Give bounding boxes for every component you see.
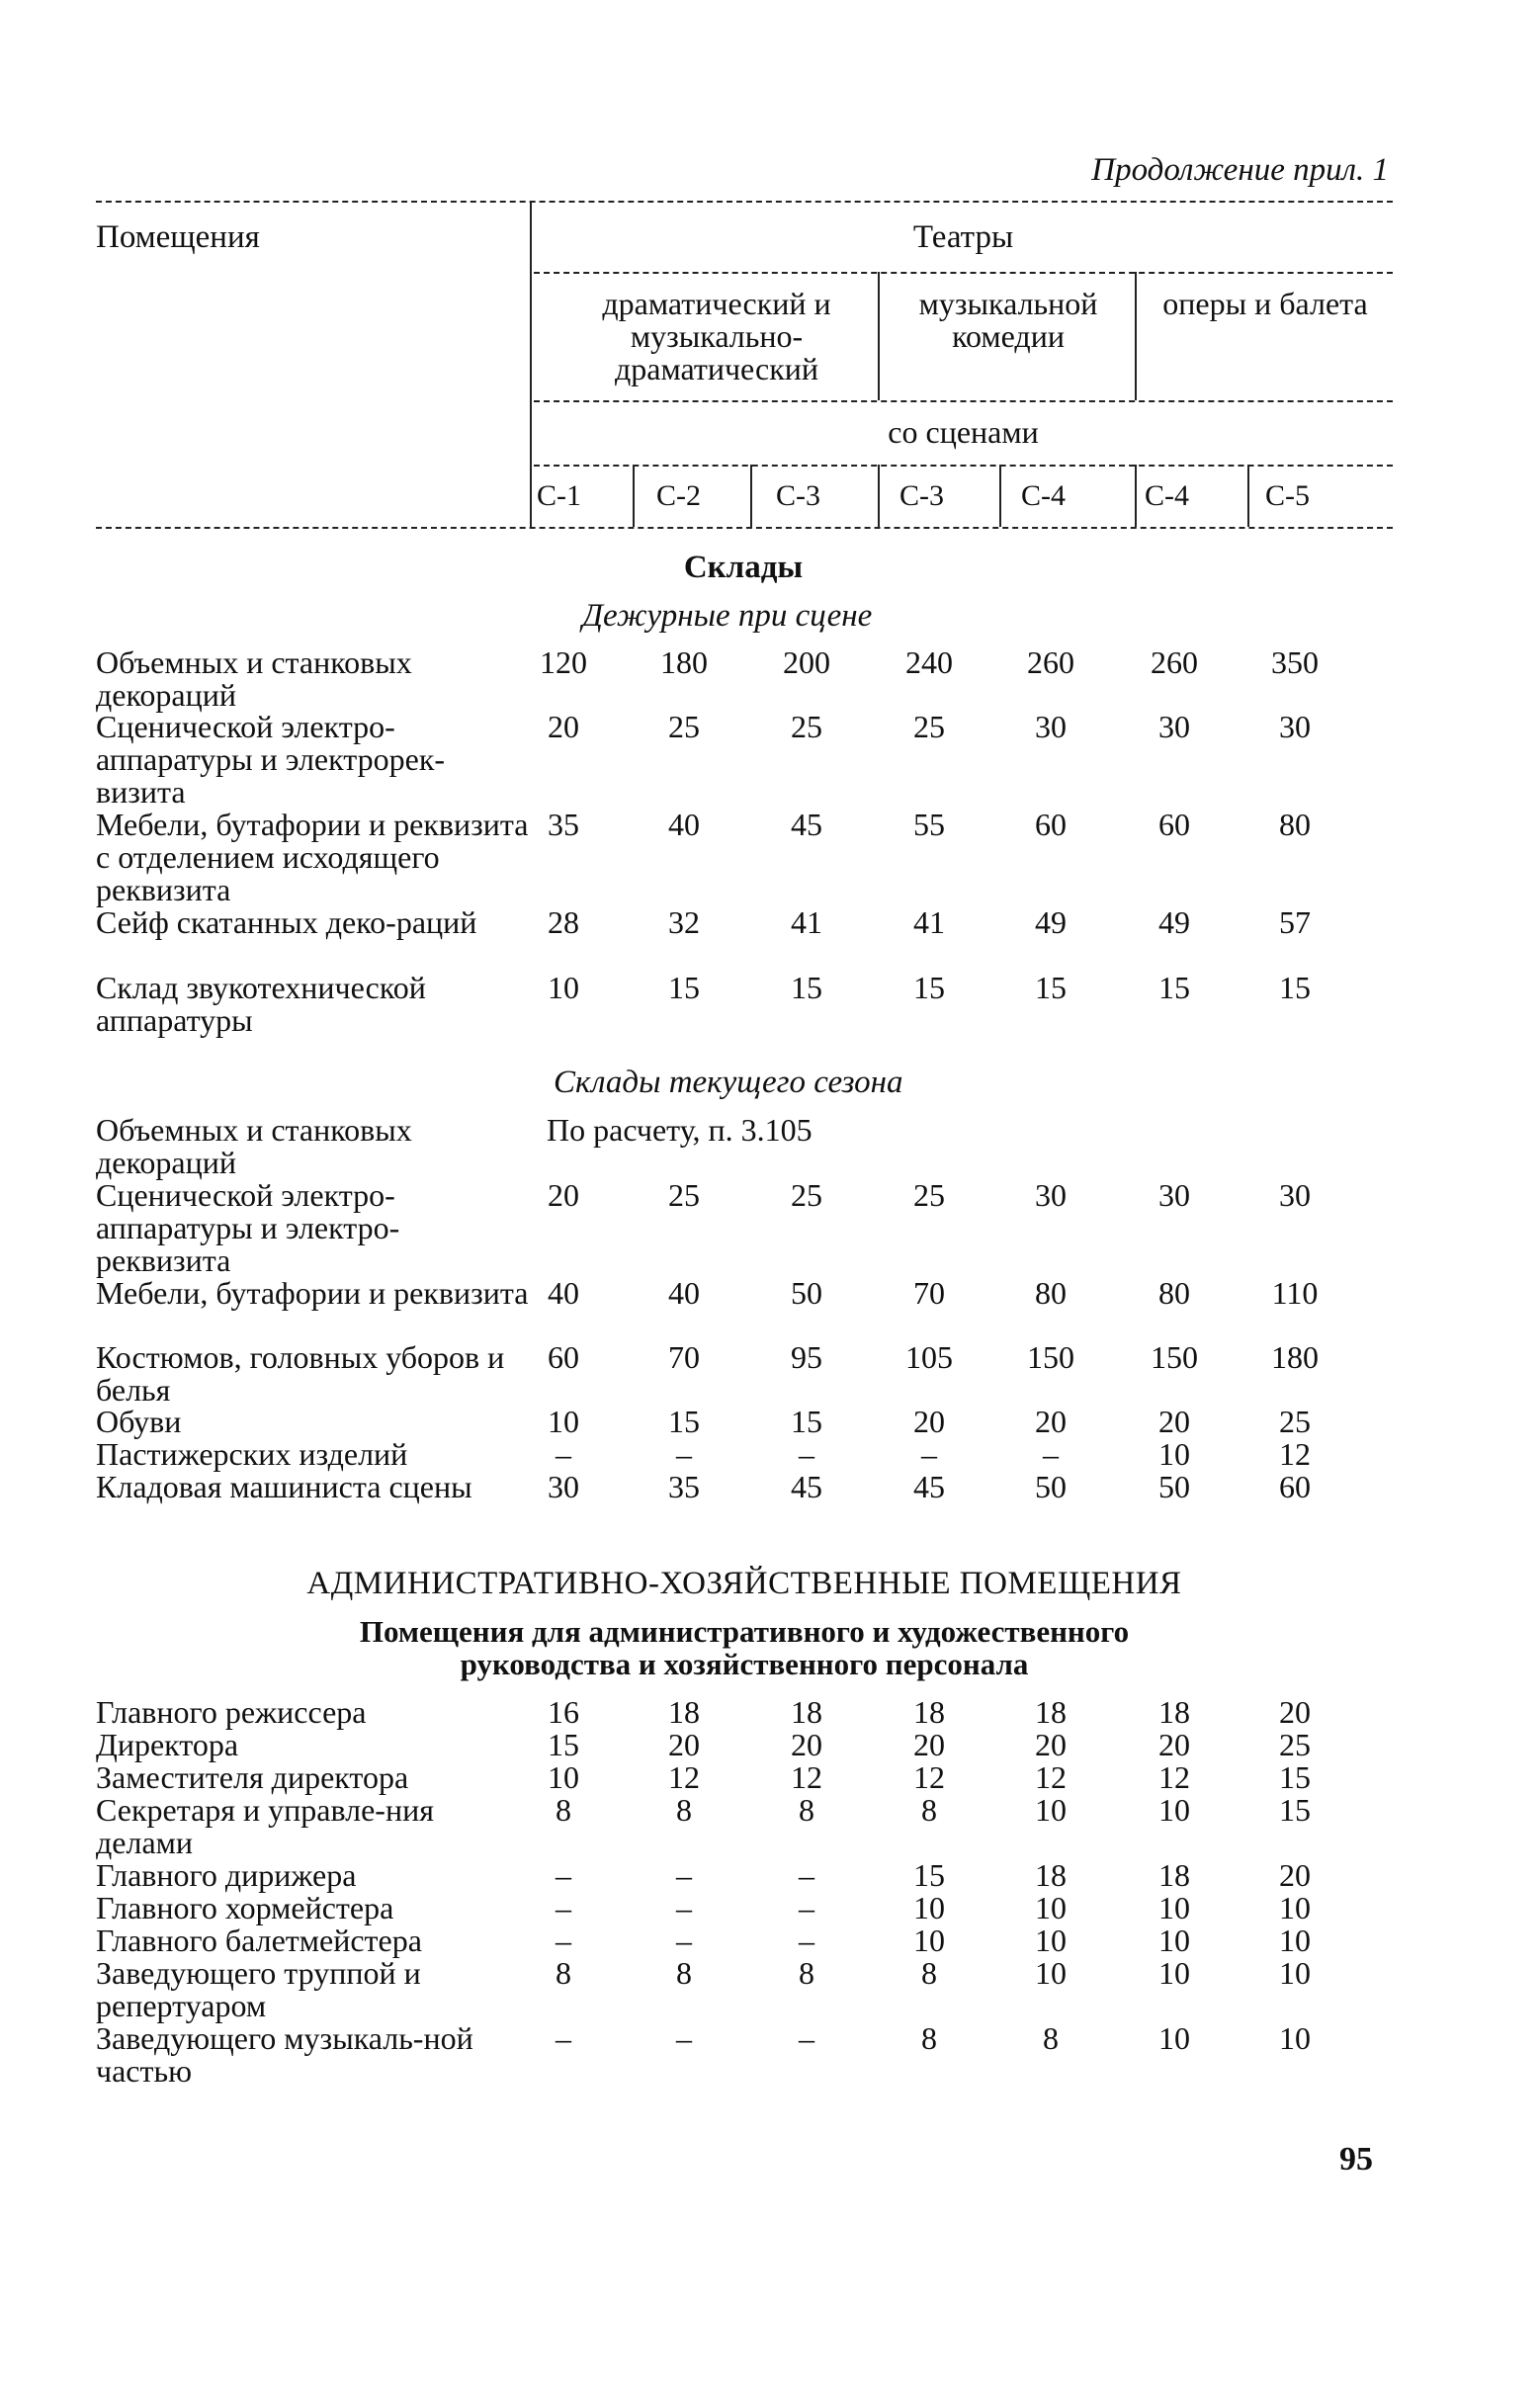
cell-value: 18 <box>668 1694 700 1730</box>
cell-value: 60 <box>1158 807 1190 842</box>
cell-value: 80 <box>1279 807 1311 842</box>
cell-value: 60 <box>1035 807 1067 842</box>
cell-value: 20 <box>913 1404 945 1439</box>
cell-value: 15 <box>1035 970 1067 1005</box>
cell-value: 25 <box>1279 1404 1311 1439</box>
row-name: Мебели, бутафории и реквизита <box>96 1275 529 1311</box>
cell-value: 18 <box>791 1694 822 1730</box>
row-name: Объемных и станковых декораций <box>96 644 412 713</box>
page-number: 95 <box>1339 2141 1373 2178</box>
row-name: Обуви <box>96 1404 182 1439</box>
cell-value: 49 <box>1158 904 1190 940</box>
cell-value: 25 <box>791 709 822 744</box>
header-type-comedy: музыкальной комедии <box>918 286 1098 354</box>
cell-value: – <box>676 1890 692 1925</box>
cell-value: 10 <box>1279 1923 1311 1958</box>
header-divider <box>878 272 880 400</box>
cell-value: 20 <box>1279 1694 1311 1730</box>
cell-value: 10 <box>1279 2020 1311 2056</box>
cell-value: 18 <box>913 1694 945 1730</box>
cell-value: – <box>921 1436 937 1472</box>
cell-value: 20 <box>913 1727 945 1762</box>
cell-value: 70 <box>668 1339 700 1375</box>
row-name: Сценической электро-аппаратуры и электро-реквизита <box>96 1177 400 1278</box>
cell-value: 15 <box>1158 970 1190 1005</box>
cell-value: 28 <box>548 904 579 940</box>
cell-value: 80 <box>1158 1275 1190 1311</box>
cell-value: 240 <box>905 644 953 680</box>
cell-value: 15 <box>913 1857 945 1893</box>
header-divider <box>633 465 635 527</box>
cell-value: – <box>799 2020 814 2056</box>
cell-value: 8 <box>676 1792 692 1828</box>
cell-value: 15 <box>1279 1792 1311 1828</box>
cell-value: 40 <box>668 807 700 842</box>
cell-value: 8 <box>921 2020 937 2056</box>
cell-value: 55 <box>913 807 945 842</box>
cell-value: 12 <box>668 1759 700 1795</box>
header-divider <box>750 465 752 527</box>
subsection-title-season: Склады текущего сезона <box>554 1065 903 1100</box>
cell-value: 10 <box>548 970 579 1005</box>
cell-value: 18 <box>1158 1857 1190 1893</box>
cell-value: – <box>676 1857 692 1893</box>
cell-value: 25 <box>668 1177 700 1213</box>
header-rule <box>534 465 1393 467</box>
stage-label: С-1 <box>537 479 581 512</box>
cell-value: – <box>556 2020 571 2056</box>
header-divider <box>999 465 1001 527</box>
cell-value: 45 <box>791 807 822 842</box>
cell-value: 40 <box>548 1275 579 1311</box>
cell-value: 25 <box>668 709 700 744</box>
row-name: Заведующего труппой и репертуаром <box>96 1955 421 2023</box>
stage-label: С-5 <box>1265 479 1310 512</box>
cell-value: 16 <box>548 1694 579 1730</box>
cell-value: – <box>556 1923 571 1958</box>
row-name: Главного дирижера <box>96 1857 357 1893</box>
cell-value: 12 <box>791 1759 822 1795</box>
cell-value: 8 <box>921 1792 937 1828</box>
cell-value: – <box>799 1436 814 1472</box>
header-rooms: Помещения <box>96 219 260 255</box>
cell-value: 25 <box>913 709 945 744</box>
stage-label: С-4 <box>1021 479 1066 512</box>
header-with-stages: со сценами <box>888 414 1039 450</box>
cell-value: 35 <box>548 807 579 842</box>
header-divider <box>1247 465 1249 527</box>
cell-value: 10 <box>1158 2020 1190 2056</box>
cell-value: 35 <box>668 1469 700 1504</box>
cell-value: 180 <box>1271 1339 1319 1375</box>
section-title-admin: АДМИНИСТРАТИВНО-ХОЗЯЙСТВЕННЫЕ ПОМЕЩЕНИЯ <box>306 1566 1182 1601</box>
cell-value: 20 <box>548 709 579 744</box>
cell-value: 10 <box>548 1759 579 1795</box>
row-name: Склад звукотехнической аппаратуры <box>96 970 426 1038</box>
cell-value: 15 <box>668 970 700 1005</box>
cell-value: 15 <box>548 1727 579 1762</box>
cell-value: – <box>799 1923 814 1958</box>
cell-value: 30 <box>1279 1177 1311 1213</box>
header-divider <box>1135 272 1137 400</box>
cell-value: 18 <box>1035 1694 1067 1730</box>
cell-value: – <box>676 1436 692 1472</box>
cell-value: 8 <box>556 1955 571 1991</box>
header-divider <box>1135 465 1137 527</box>
row-name: Мебели, бутафории и реквизита с отделением исходящего реквизита <box>96 807 529 907</box>
cell-value: 8 <box>799 1792 814 1828</box>
cell-value: 15 <box>668 1404 700 1439</box>
cell-value: 25 <box>913 1177 945 1213</box>
row-name: Главного хормейстера <box>96 1890 394 1925</box>
cell-value: 10 <box>1279 1955 1311 1991</box>
cell-value: 10 <box>1035 1890 1067 1925</box>
cell-value: 45 <box>913 1469 945 1504</box>
cell-value: 70 <box>913 1275 945 1311</box>
row-name: Главного режиссера <box>96 1694 367 1730</box>
cell-value: 20 <box>1035 1727 1067 1762</box>
cell-value: 10 <box>548 1404 579 1439</box>
row-name: Директора <box>96 1727 239 1762</box>
cell-value: 8 <box>676 1955 692 1991</box>
cell-value: 20 <box>791 1727 822 1762</box>
cell-value: 8 <box>556 1792 571 1828</box>
row-name: Сейф скатанных деко-раций <box>96 904 477 940</box>
cell-value: 60 <box>548 1339 579 1375</box>
cell-value: – <box>676 2020 692 2056</box>
cell-value: – <box>799 1857 814 1893</box>
cell-value: – <box>556 1436 571 1472</box>
cell-value: 30 <box>1158 1177 1190 1213</box>
header-divider <box>530 201 532 527</box>
cell-value: – <box>556 1857 571 1893</box>
cell-value: 10 <box>1158 1792 1190 1828</box>
cell-value: 20 <box>1279 1857 1311 1893</box>
row-name: Заместителя директора <box>96 1759 409 1795</box>
header-rule <box>534 400 1393 402</box>
header-top-rule <box>96 201 1393 203</box>
cell-value: 15 <box>1279 970 1311 1005</box>
row-name: Заведующего музыкаль-ной частью <box>96 2020 473 2089</box>
section-title-storage: Склады <box>683 550 804 585</box>
cell-value: 50 <box>1158 1469 1190 1504</box>
cell-value: 30 <box>1035 709 1067 744</box>
cell-value: 50 <box>791 1275 822 1311</box>
cell-value: 10 <box>1279 1890 1311 1925</box>
cell-value: 120 <box>540 644 587 680</box>
calc-note: По расчету, п. 3.105 <box>547 1112 813 1148</box>
header-type-opera: оперы и балета <box>1162 286 1368 321</box>
cell-value: 25 <box>791 1177 822 1213</box>
cell-value: 10 <box>913 1890 945 1925</box>
cell-value: – <box>1043 1436 1059 1472</box>
stage-label: С-2 <box>656 479 701 512</box>
cell-value: 12 <box>1279 1436 1311 1472</box>
cell-value: 25 <box>1279 1727 1311 1762</box>
row-name: Главного балетмейстера <box>96 1923 422 1958</box>
cell-value: 30 <box>1158 709 1190 744</box>
cell-value: 15 <box>791 970 822 1005</box>
cell-value: 10 <box>1158 1890 1190 1925</box>
cell-value: 260 <box>1151 644 1198 680</box>
subsection-title-duty: Дежурные при сцене <box>582 598 873 634</box>
header-divider <box>878 465 880 527</box>
cell-value: 260 <box>1027 644 1074 680</box>
cell-value: 10 <box>1158 1923 1190 1958</box>
header-bottom-rule <box>96 527 1393 529</box>
cell-value: 40 <box>668 1275 700 1311</box>
cell-value: 57 <box>1279 904 1311 940</box>
header-rule <box>534 272 1393 274</box>
stage-label: С-3 <box>776 479 820 512</box>
row-name: Кладовая машиниста сцены <box>96 1469 472 1504</box>
cell-value: 8 <box>1043 2020 1059 2056</box>
cell-value: 20 <box>548 1177 579 1213</box>
cell-value: 95 <box>791 1339 822 1375</box>
cell-value: 180 <box>660 644 708 680</box>
cell-value: 110 <box>1271 1275 1319 1311</box>
cell-value: 10 <box>1035 1955 1067 1991</box>
row-name: Объемных и станковых декораций <box>96 1112 412 1180</box>
cell-value: 8 <box>921 1955 937 1991</box>
cell-value: 20 <box>668 1727 700 1762</box>
cell-value: 15 <box>791 1404 822 1439</box>
cell-value: 80 <box>1035 1275 1067 1311</box>
cell-value: 41 <box>913 904 945 940</box>
cell-value: 350 <box>1271 644 1319 680</box>
cell-value: 18 <box>1035 1857 1067 1893</box>
cell-value: 20 <box>1158 1727 1190 1762</box>
header-type-drama: драматический и музыкально-драматический <box>602 286 831 386</box>
cell-value: 8 <box>799 1955 814 1991</box>
row-name: Пастижерских изделий <box>96 1436 408 1472</box>
cell-value: – <box>556 1890 571 1925</box>
stage-label: С-4 <box>1145 479 1189 512</box>
cell-value: 150 <box>1151 1339 1198 1375</box>
row-name: Костюмов, головных уборов и белья <box>96 1339 505 1408</box>
cell-value: 60 <box>1279 1469 1311 1504</box>
stage-label: С-3 <box>899 479 944 512</box>
cell-value: 41 <box>791 904 822 940</box>
cell-value: 30 <box>1035 1177 1067 1213</box>
cell-value: 12 <box>1035 1759 1067 1795</box>
cell-value: 20 <box>1158 1404 1190 1439</box>
cell-value: 12 <box>913 1759 945 1795</box>
cell-value: 20 <box>1035 1404 1067 1439</box>
subsection-title-admin: Помещения для административного и художественного руководства и хозяйственного персонала <box>359 1614 1130 1681</box>
cell-value: 10 <box>1158 1436 1190 1472</box>
cell-value: 10 <box>1035 1792 1067 1828</box>
cell-value: 200 <box>783 644 830 680</box>
cell-value: 32 <box>668 904 700 940</box>
cell-value: 15 <box>1279 1759 1311 1795</box>
cell-value: 49 <box>1035 904 1067 940</box>
cell-value: 30 <box>1279 709 1311 744</box>
cell-value: 50 <box>1035 1469 1067 1504</box>
cell-value: 15 <box>913 970 945 1005</box>
cell-value: – <box>799 1890 814 1925</box>
cell-value: 18 <box>1158 1694 1190 1730</box>
cell-value: 150 <box>1027 1339 1074 1375</box>
cell-value: 10 <box>913 1923 945 1958</box>
cell-value: 30 <box>548 1469 579 1504</box>
header-theaters: Театры <box>912 219 1014 255</box>
cell-value: 45 <box>791 1469 822 1504</box>
continuation-label: Продолжение прил. 1 <box>1091 152 1389 188</box>
row-name: Сценической электро-аппаратуры и электрорек-визита <box>96 709 446 810</box>
row-name: Секретаря и управле-ния делами <box>96 1792 434 1860</box>
cell-value: 12 <box>1158 1759 1190 1795</box>
cell-value: 105 <box>905 1339 953 1375</box>
cell-value: 10 <box>1035 1923 1067 1958</box>
cell-value: – <box>676 1923 692 1958</box>
cell-value: 10 <box>1158 1955 1190 1991</box>
